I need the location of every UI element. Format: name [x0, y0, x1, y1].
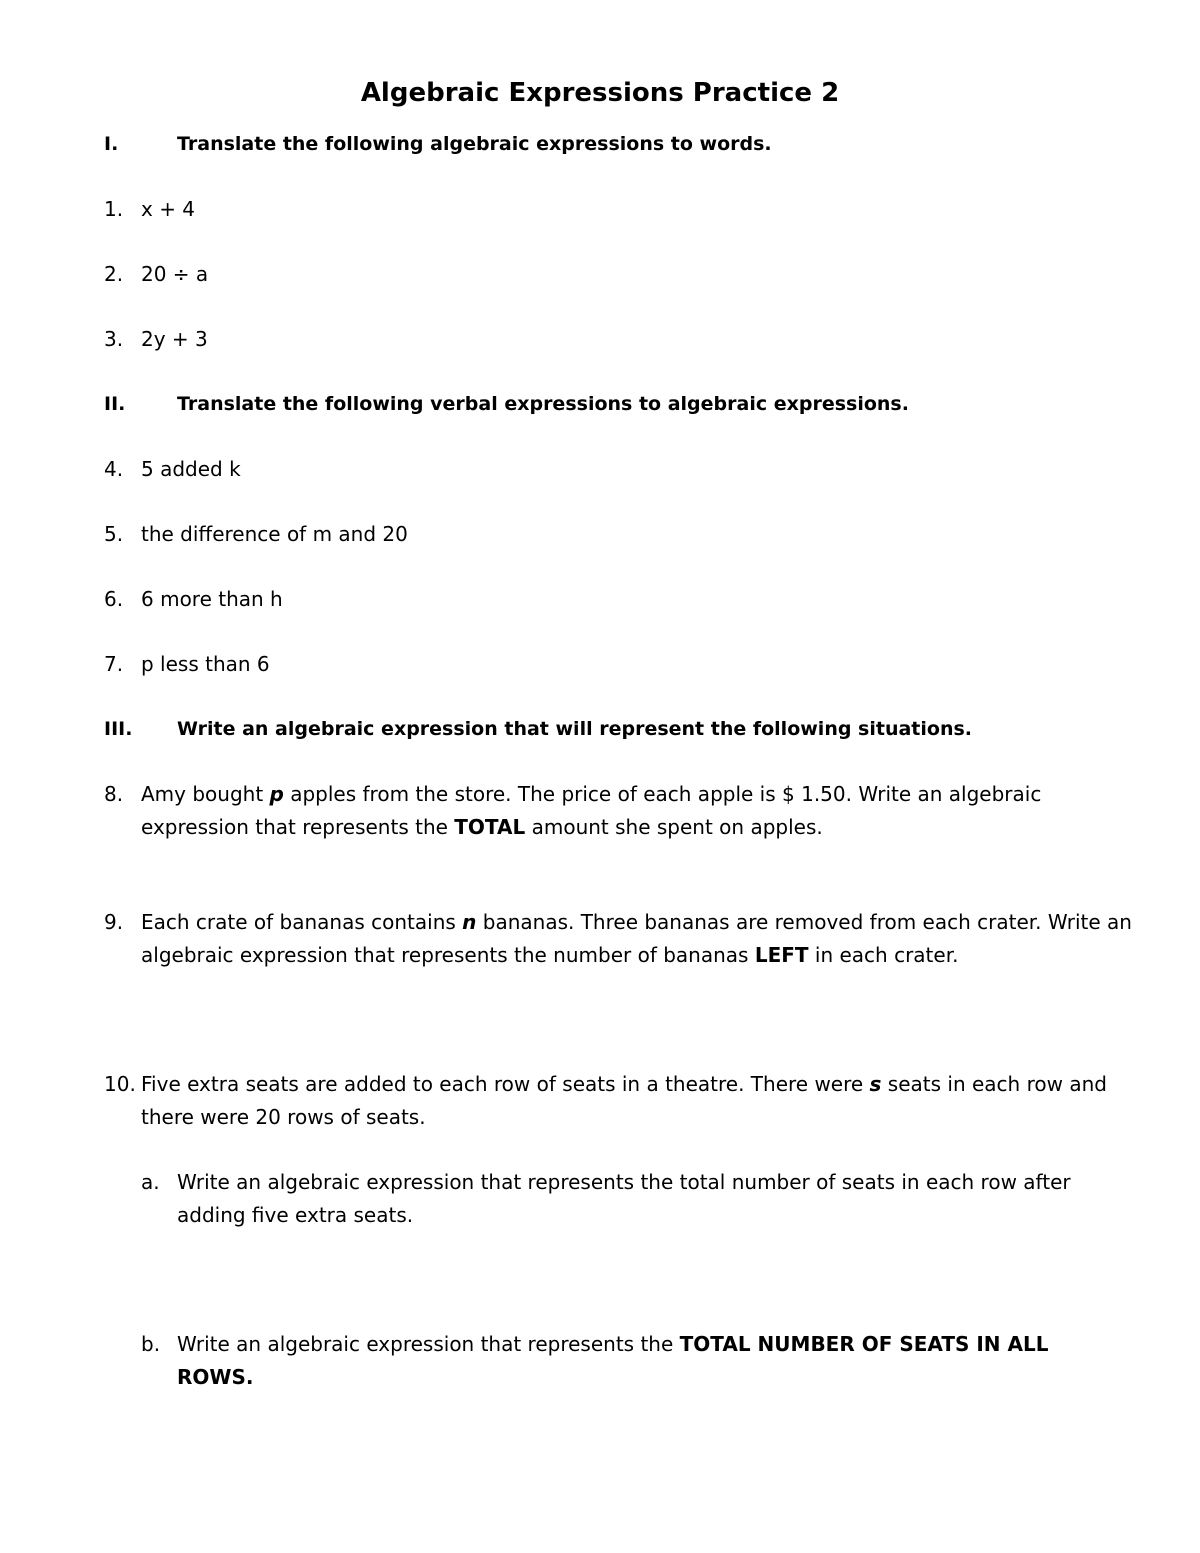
text-part: Each crate of bananas contains [141, 910, 463, 934]
question-3 [104, 323, 1134, 356]
text-part: seats in each row and there were 20 rows of seats. [141, 1072, 1107, 1129]
question-number: 2. [104, 262, 124, 286]
question-number: 8. [104, 782, 124, 806]
subquestion-text: Write an algebraic expression that represents the total number of seats in each row after adding five extra seats. [177, 1170, 1071, 1227]
question-text: 5 added k [141, 457, 241, 481]
text-part: in each crater. [808, 943, 959, 967]
question-number: 4. [104, 457, 124, 481]
section-instruction: Translate the following verbal expressions to algebraic expressions. [177, 393, 909, 415]
section-instruction: Write an algebraic expression that will represent the following situations. [177, 718, 973, 740]
question-number: 10. [104, 1072, 136, 1096]
question-9 [104, 906, 1134, 972]
variable: s [869, 1072, 882, 1096]
subquestion-letter: a. [141, 1170, 160, 1194]
variable: p [269, 782, 284, 806]
variable: n [462, 910, 477, 934]
question-4 [104, 453, 1134, 486]
text-part: Amy bought [141, 782, 270, 806]
subquestion-text [177, 1328, 1101, 1394]
question-2 [104, 258, 1134, 291]
question-6 [104, 583, 1134, 616]
text-part: Five extra seats are added to each row of seats in a theatre. There were [141, 1072, 870, 1096]
emphasis: TOTAL [454, 815, 526, 839]
question-text: p less than 6 [141, 652, 270, 676]
question-10 [104, 1068, 1134, 1134]
section-numeral: III. [104, 718, 133, 740]
question-number: 5. [104, 522, 124, 546]
question-10a [141, 1166, 1101, 1232]
question-number: 3. [104, 327, 124, 351]
question-number: 6. [104, 587, 124, 611]
question-8 [104, 778, 1134, 844]
question-text: 2y + 3 [141, 327, 208, 351]
question-text: the difference of m and 20 [141, 522, 408, 546]
question-10b [141, 1328, 1101, 1394]
emphasis: TOTAL NUMBER OF SEATS IN ALL ROWS. [177, 1332, 1049, 1389]
question-text: x + 4 [141, 197, 196, 221]
question-7 [104, 648, 1134, 681]
question-text [141, 1068, 1134, 1134]
subquestion-letter: b. [141, 1332, 161, 1356]
question-number: 9. [104, 910, 124, 934]
question-text: 6 more than h [141, 587, 283, 611]
text-part: Write an algebraic expression that represents the [177, 1332, 680, 1356]
page-title: Algebraic Expressions Practice 2 [360, 78, 840, 108]
section-numeral: I. [104, 133, 119, 155]
text-part: apples from the store. The price of each apple is $ 1.50. Write an algebraic expression that represents the [141, 782, 1042, 839]
emphasis: LEFT [754, 943, 809, 967]
question-text [141, 778, 1134, 844]
question-number: 1. [104, 197, 124, 221]
question-text [141, 906, 1134, 972]
question-5 [104, 518, 1134, 551]
question-text: 20 ÷ a [141, 262, 209, 286]
section-numeral: II. [104, 393, 126, 415]
question-number: 7. [104, 652, 124, 676]
text-part: bananas. Three bananas are removed from each crater. Write an algebraic expression that represents the number of bananas [141, 910, 1132, 967]
text-part: amount she spent on apples. [525, 815, 823, 839]
section-instruction: Translate the following algebraic expressions to words. [177, 133, 772, 155]
question-1 [104, 193, 1134, 226]
